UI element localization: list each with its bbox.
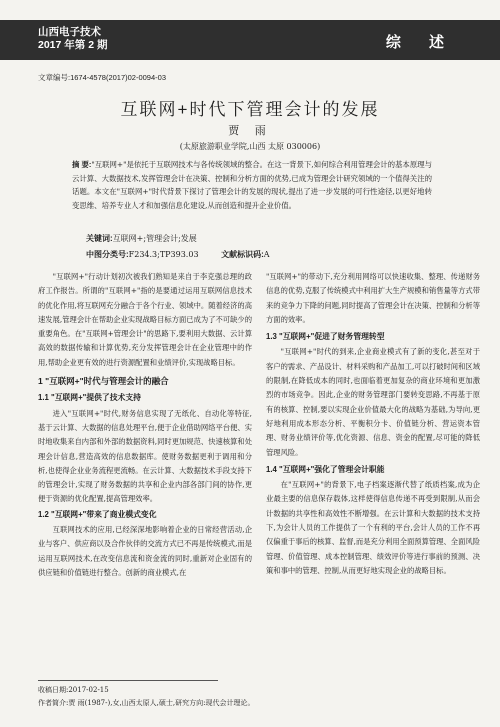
author-name: 贾 雨	[228, 124, 272, 137]
paragraph-1-3: "互联网+"时代的到来,企业商业模式有了新的变化,甚至对于客户的需求、产品设计、材料采购和产品加工,可以打破时间和区域的限制,在降低成本的同时,也面临着更加复杂的商业环境和更加激烈的市场竞争。因此,企业的财务管理部门要转变思路,不再基于原有的核算、控制,要以实现企业价值最大化的战略为基础,为导向,更好地利用成本形态分析、平衡积分卡、价值链分析、营运资本管理、财务业绩评价等,优化资源、信息、资金的配置,尽可能的降低管理风险。	[266, 347, 480, 457]
intro-paragraph: "互联网+"行动计划初次被我们熟知是来自于李克强总理的政府工作报告。所谓的"互联网+"指的是要通过运用互联网信息技术的优化作用,将互联网充分融合于各个行业、领域中。随着经济的高速发展,管理会计在帮助企业实现战略目标方面已成为了不可缺少的重要角色。在"互联网+管理会计"的思路下,要利用大数据、云计算高效的数据传输和计算优势,充分发挥管理会计在企业管理中的作用,帮助企业更有效的进行资源配置和业绩评价,实现战略目标。	[38, 272, 252, 367]
keywords-text: 互联网+;管理会计;发展	[112, 234, 197, 243]
clc-block	[86, 250, 209, 259]
article-number: 文章编号:1674-4578(2017)02-0094-03	[38, 73, 166, 82]
abstract-text: "互联网+"是依托于互联网技术与各传统领域的整合。在这一背景下,如何综合利用管理会计的基本原理与云计算、大数据技术,发挥管理会计在决策、控制和分析方面的优势,已成为管理会计研究领域的一个值得关注的话题。本文在"互联网+"时代背景下探讨了管理会计的发展的现状,提出了进一步发展的可行性途径,以更好地转变思维、培养专业人才和加强信息化建设,从而创造和提升企业价值。	[72, 160, 432, 210]
abstract	[72, 158, 432, 212]
doc-code-block	[221, 250, 279, 259]
section-label: 综 述	[385, 34, 456, 51]
subsection-heading-1-4: 1.4 "互联网+"强化了管理会计职能	[266, 464, 385, 474]
left-column	[38, 270, 252, 580]
author-affiliation: (太原旅游职业学院,山西 太原 030006)	[179, 142, 321, 151]
journal-issue: 2017 年第 2 期	[38, 39, 108, 51]
author-bio: 作者简介:贾 雨(1987-),女,山西太原人,硕士,研究方向:现代会计理论。	[38, 699, 255, 707]
journal-name: 山西电子技术	[38, 26, 101, 38]
clc-label: 中图分类号:	[86, 250, 129, 259]
paragraph-1-4: 在"互联网+"的背景下,电子档案逐渐代替了纸质档案,成为企业最主要的信息保存载体,这样使得信息传递不再受到限制,从而会计数据的共享性和高效性不断增强。在云计算和大数据的技术支持下,为会计人员的工作提供了一个有利的平台,会计人员的工作不再仅偏重于事后的核算、监督,而是充分利用全面预算管理、全面风险管理、价值管理、成本控制管理、绩效评价等进行事前的预测、决策和事中的管理、控制,从而更好地实现企业的战略目标。	[266, 480, 480, 575]
paragraph-1-2-continued: "互联网+"的带动下,充分利用网络可以快速收集、整理、传递财务信息的优势,克服了传统模式中利用扩大生产规模和销售量等方式带来的竞争力下降的问题,同时提高了管理会计在决策、控制和分析等方面的效率。	[266, 272, 480, 324]
clc-code: F234.3;TP393.03	[128, 250, 199, 259]
doc-code-label: 文献标识码:	[221, 250, 264, 259]
section-heading-1: 1 "互联网+"时代与管理会计的融合	[38, 376, 169, 387]
subsection-heading-1-3: 1.3 "互联网+"促进了财务管理转型	[266, 332, 385, 342]
paragraph-1-2: 互联网技术的应用,已经深深地影响着企业的日常经营活动,企业与客户、供应商以及合作伙伴的交流方式已不再是传统模式,而是运用互联网技术,在改变信息流和资金流的同时,重新对企业固有的供应链和价值链进行整合。创新的商业模式,在	[38, 525, 252, 577]
paper-title: 互联网+时代下管理会计的发展	[120, 100, 380, 119]
received-date: 收稿日期:2017-02-15	[38, 686, 109, 694]
footnote-divider	[38, 680, 218, 681]
paragraph-1-1: 进入"互联网+"时代,财务信息实现了无纸化、自动化等特征,基于云计算、大数据的信息处理平台,便于企业借助网络平台便、实时地收集来自内部和外部的数据资料,同时更加规范、快速核算和处理会计信息,营造高效的信息数据库。使财务数据更利于调用和分析,也使得企业业务流程更流畅。在云计算、大数据技术手段支持下的管理会计,实现了财务数据的共享和企业内部各部门间的协作,更便于资源的优化配置,提高管理效率。	[38, 408, 252, 504]
keywords-label: 关键词:	[86, 234, 113, 243]
keywords	[86, 233, 197, 244]
journal-name-block	[38, 26, 107, 52]
right-column	[266, 270, 480, 578]
classification-line	[86, 249, 290, 260]
abstract-label: 摘 要:	[72, 160, 92, 169]
subsection-heading-1-1: 1.1 "互联网+"提供了技术支持	[38, 393, 141, 403]
subsection-heading-1-2: 1.2 "互联网+"带来了商业模式变化	[38, 509, 157, 519]
doc-code: A	[263, 250, 270, 259]
